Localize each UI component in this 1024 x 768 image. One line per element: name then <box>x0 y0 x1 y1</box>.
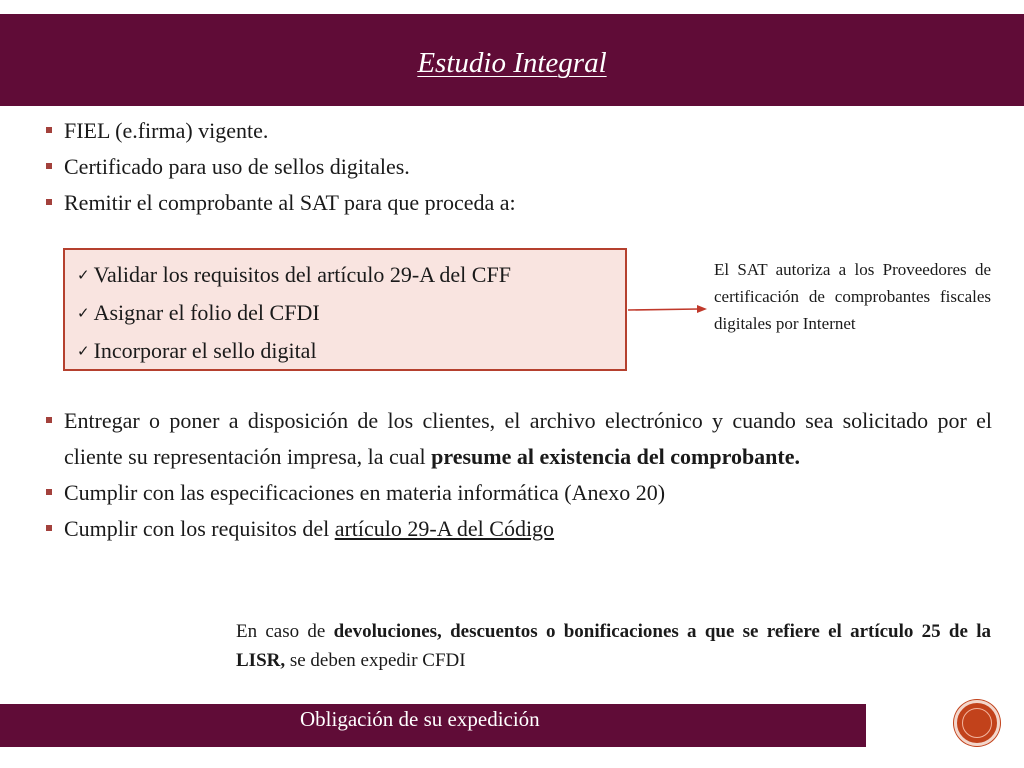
article-link[interactable]: artículo 29-A del Código <box>334 516 555 541</box>
footer-bar <box>0 704 866 747</box>
sat-note: El SAT autoriza a los Proveedores de certificación de comprobantes fiscales digitales por Internet <box>714 260 991 333</box>
item-text: Validar los requisitos del artículo 29-A del CFF <box>93 262 511 287</box>
check-icon: ✓ <box>77 342 90 360</box>
list-item: Cumplir con las especificaciones en materia informática (Anexo 20) <box>44 475 992 511</box>
bullet-list-top <box>44 113 992 221</box>
item-text: Entregar o poner a disposición de los clientes, el archivo electrónico y cuando sea solicitado por el cliente su representación impresa, la cual <box>64 408 992 469</box>
footer-title: Obligación de su expedición <box>300 707 540 731</box>
note-text: se deben expedir CFDI <box>285 650 466 671</box>
arrow-right-icon <box>627 300 709 320</box>
list-item: Remitir el comprobante al SAT para que proceda a: <box>44 185 992 221</box>
note-text-bold: devoluciones, descuentos o bonificaciones a que se refiere el artículo 25 de la LISR, <box>236 621 991 671</box>
bullet-list-bottom <box>44 403 992 547</box>
item-text: Cumplir con los requisitos del <box>64 516 335 541</box>
note-text: En caso de <box>236 621 334 642</box>
item-text: Asignar el folio del CFDI <box>93 300 320 325</box>
check-icon: ✓ <box>77 304 90 322</box>
check-icon: ✓ <box>77 266 90 284</box>
logo-ring <box>962 708 992 738</box>
list-item <box>44 403 992 475</box>
list-item <box>44 511 992 547</box>
list-item <box>65 256 625 294</box>
list-item: FIEL (e.firma) vigente. <box>44 113 992 149</box>
circle-logo-icon <box>954 700 1000 746</box>
item-text-bold: presume al existencia del comprobante. <box>431 444 801 469</box>
list-item <box>65 332 625 370</box>
list-item <box>65 294 625 332</box>
slide-title: Estudio Integral <box>417 47 607 79</box>
note-paragraph <box>236 617 991 675</box>
header-bar <box>0 14 1024 106</box>
item-text: Incorporar el sello digital <box>93 338 317 363</box>
sat-actions-box <box>63 248 627 371</box>
list-item: Certificado para uso de sellos digitales. <box>44 149 992 185</box>
